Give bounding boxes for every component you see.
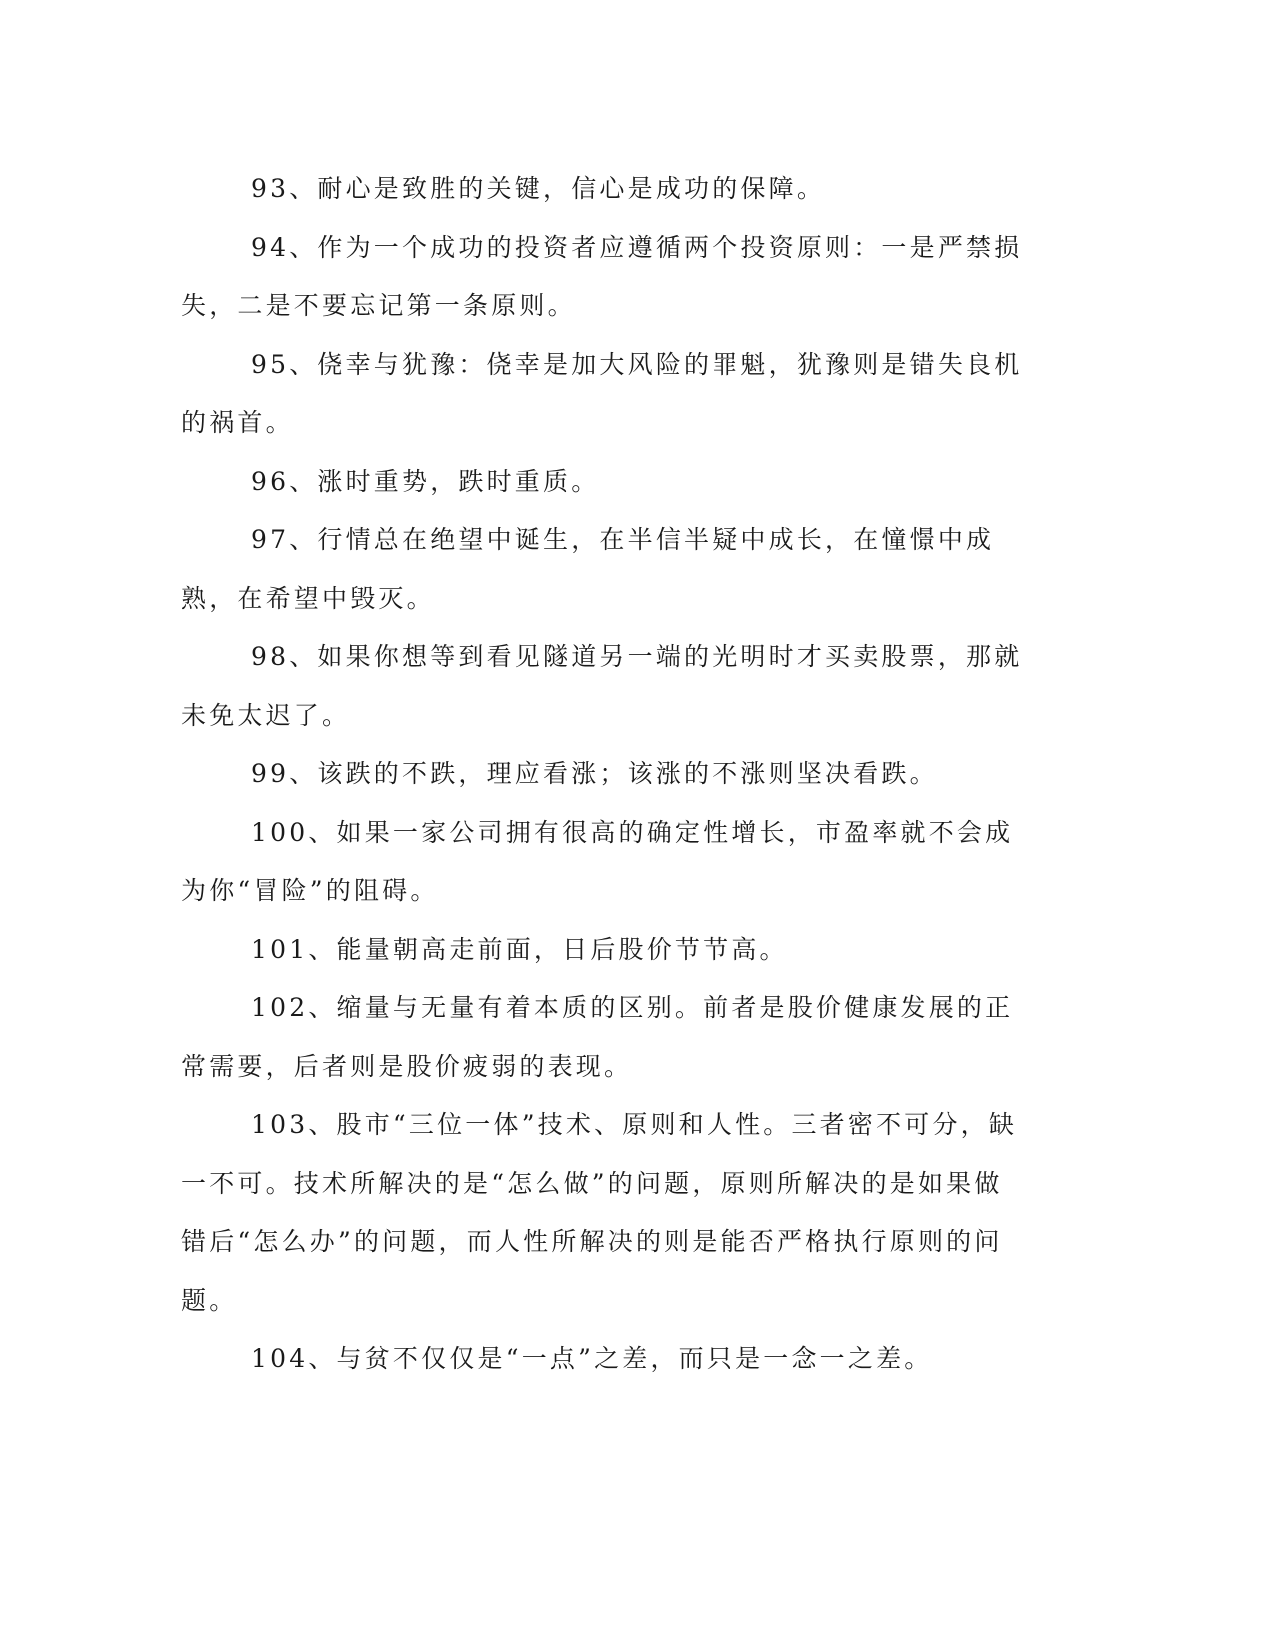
paragraph-100: 100、如果一家公司拥有很高的确定性增长，市盈率就不会成为你“冒险”的阻碍。 (181, 817, 1014, 905)
paragraph-97: 97、行情总在绝望中诞生，在半信半疑中成长，在憧憬中成熟，在希望中毁灭。 (181, 525, 995, 613)
paragraph-98: 98、如果你想等到看见隧道另一端的光明时才买卖股票，那就未免太迟了。 (181, 642, 1023, 730)
paragraph-102: 102、缩量与无量有着本质的区别。前者是股价健康发展的正常需要，后者则是股价疲弱的表现。 (181, 993, 1014, 1081)
document-body (181, 160, 1029, 1389)
paragraph-95: 95、侥幸与犹豫：侥幸是加大风险的罪魁，犹豫则是错失良机的祸首。 (181, 349, 1023, 437)
paragraph-103: 103、股市“三位一体”技术、原则和人性。三者密不可分，缺一不可。技术所解决的是“怎么做”的问题，原则所解决的是如果做错后“怎么办”的问题，而人性所解决的则是能否严格执行原则的问题。 (181, 1110, 1018, 1315)
paragraph-94: 94、作为一个成功的投资者应遵循两个投资原则：一是严禁损失，二是不要忘记第一条原则。 (181, 232, 1023, 320)
paragraph-104: 104、与贫不仅仅是“一点”之差，而只是一念一之差。 (251, 1344, 933, 1373)
paragraph-99: 99、该跌的不跌，理应看涨；该涨的不涨则坚决看跌。 (251, 759, 938, 788)
paragraph-101: 101、能量朝高走前面，日后股价节节高。 (251, 934, 788, 964)
paragraph-93: 93、耐心是致胜的关键，信心是成功的保障。 (251, 174, 826, 203)
paragraph-96: 96、涨时重势，跌时重质。 (251, 466, 600, 496)
